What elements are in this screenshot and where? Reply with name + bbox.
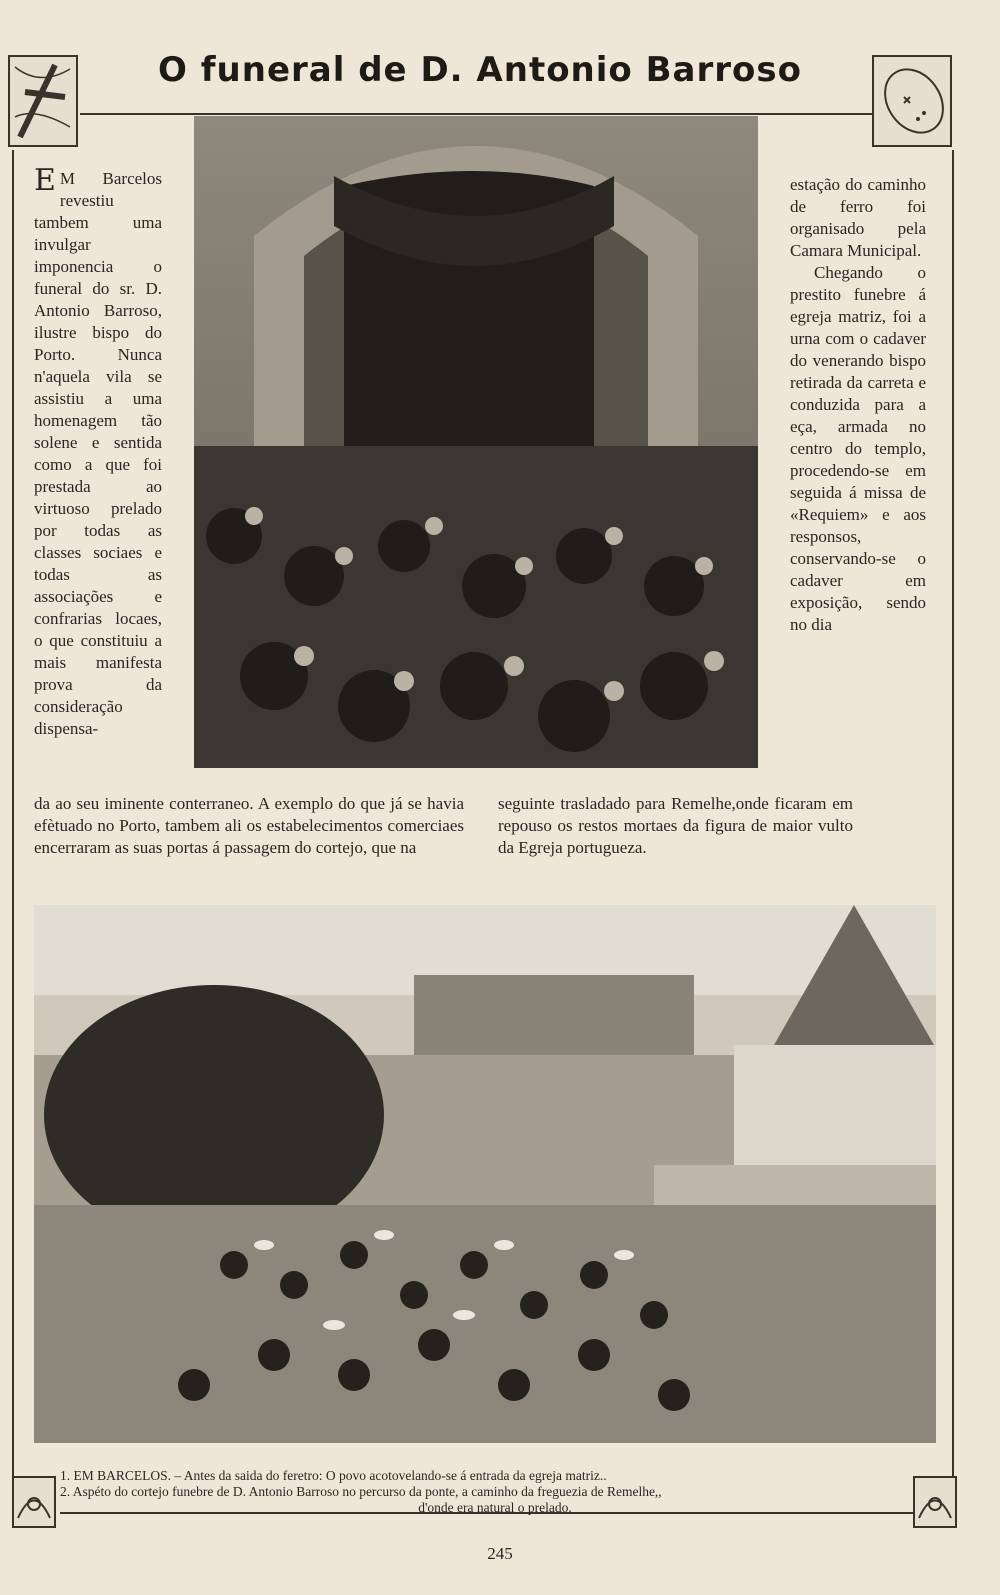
floral-corner-bottom-left-icon — [12, 1476, 56, 1528]
frame-left-border — [12, 150, 14, 1480]
caption-line-1: 1. EM BARCELOS. – Antes da saida do feretro: O povo acotovelando-se á entrada da egreja matriz.. — [60, 1468, 607, 1483]
frame-right-border — [952, 150, 954, 1480]
caption-line-2: 2. Aspéto do cortejo funebre de D. Antonio Barroso no percurso da ponte, a caminho da freguezia de Remelhe,, — [60, 1484, 662, 1499]
article-left-column — [34, 163, 162, 740]
photo-church-entrance — [194, 116, 758, 768]
page-title: O funeral de D. Antonio Barroso — [158, 50, 802, 90]
continuation-left: da ao seu iminente conterraneo. A exemplo do que já se havia efètuado no Porto, tambem ali os estabelecimentos comerciaes encerraram as suas portas á passagem do cortejo, que na — [34, 794, 464, 857]
photo-captions — [60, 1468, 930, 1516]
article-right-column — [790, 174, 926, 636]
right-column-paragraph-1: estação do caminho de ferro foi organisado pela Camara Municipal. — [790, 175, 926, 260]
cross-ornament-icon — [8, 55, 78, 147]
frame-top-rule — [80, 113, 880, 115]
drop-cap: E — [34, 163, 56, 198]
left-column-text: M Barcelos revestiu tambem uma invulgar imponencia o funeral do sr. D. Antonio Barroso, ilustre bispo do Porto. Nunca n'aquela vila se assistiu a uma homenagem tão solene e sentida como a que foi prestada ao virtuoso prelado por todas as classes sociaes e todas as associações e confrarias locaes, o que constituiu a mais manifesta prova da consideração dispensa- — [34, 169, 162, 738]
right-column-paragraph-2: Chegando o prestito funebre á egreja matriz, foi a urna com o cadaver do venerando bispo retirada da carreta e conduzida para a eça, armada no centro do templo, procedendo-se em seguida á missa de «Requiem» e aos responsos, conservando-se o cadaver em exposição, sendo no dia — [790, 263, 926, 634]
caption-line-3: d'onde era natural o prelado. — [418, 1500, 572, 1515]
continuation-right: seguinte trasladado para Remelhe,onde ficaram em repouso os restos mortaes da figura de maior vulto da Egreja portugueza. — [498, 794, 853, 857]
photo-funeral-procession — [34, 905, 936, 1443]
mitre-ornament-icon — [872, 55, 952, 147]
page-number: 245 — [487, 1544, 513, 1563]
